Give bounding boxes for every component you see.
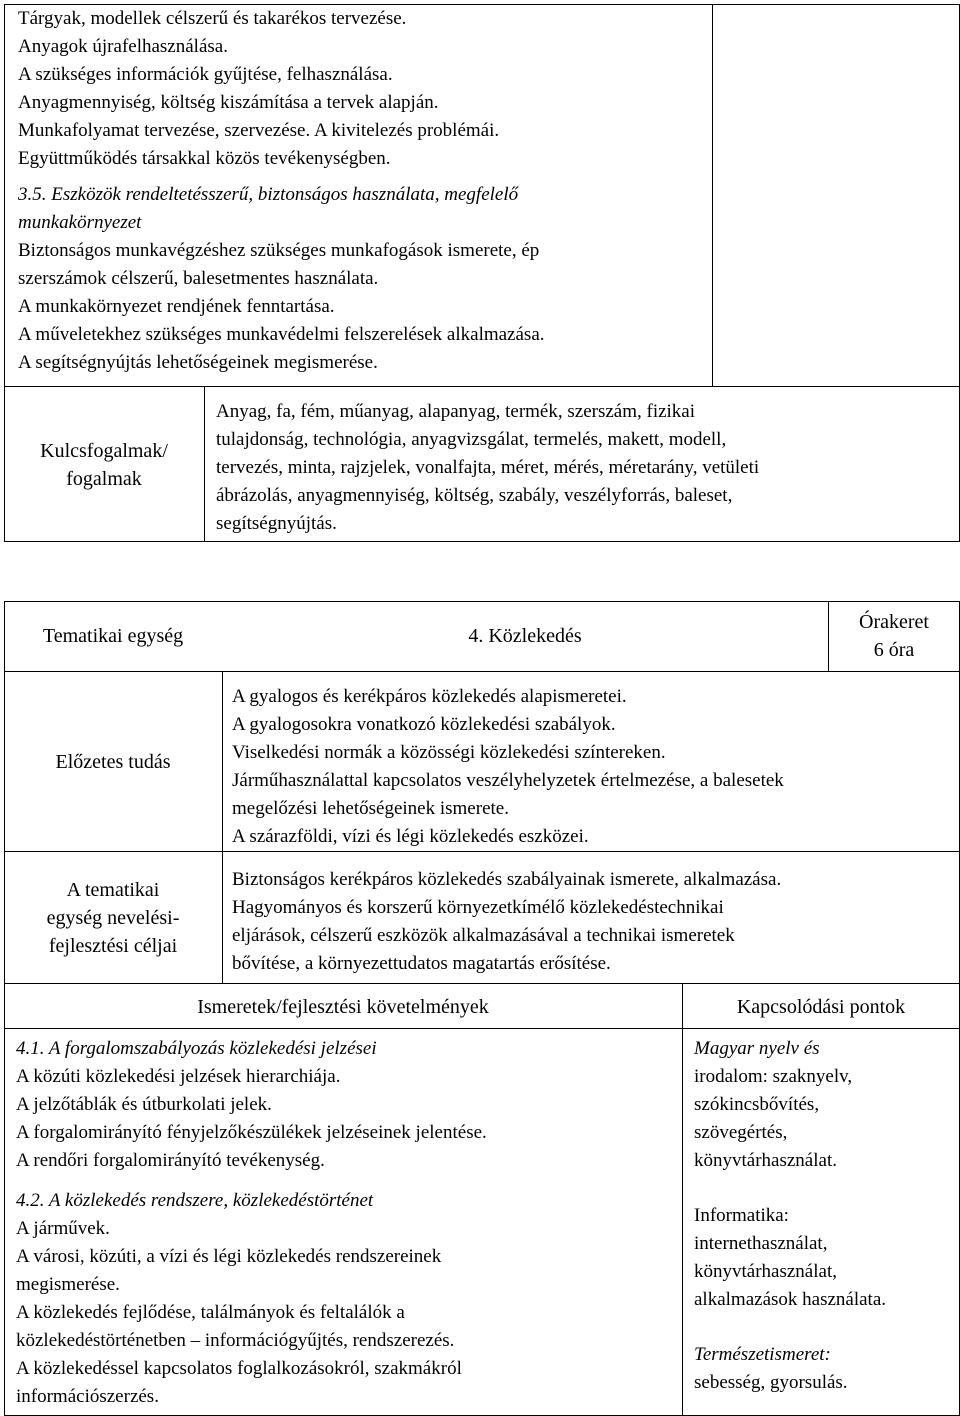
prior-line: A gyalogos és kerékpáros közlekedés alapismeretei.	[232, 686, 627, 707]
goals-line: bővítése, a környezettudatos magatartás erősítése.	[232, 953, 611, 974]
prior-line: Járműhasználattal kapcsolatos veszélyhelyzetek értelmezése, a balesetek	[232, 770, 784, 791]
section-3-5-title-cont: munkakörnyezet	[18, 212, 142, 233]
section-line: A munkakörnyezet rendjének fenntartása.	[18, 296, 335, 317]
hours-value: 6 óra	[873, 639, 915, 661]
req-line: A járművek.	[16, 1218, 110, 1239]
top-content-block	[18, 5, 708, 377]
links-content	[694, 1035, 956, 1397]
prior-line: Viselkedési normák a közösségi közlekedési színtereken.	[232, 742, 666, 763]
section-line: Biztonságos munkavégzéshez szükséges munkafogások ismerete, ép	[18, 240, 540, 261]
goals-line: eljárások, célszerű eszközök alkalmazásával a technikai ismeretek	[232, 925, 735, 946]
keywords-label-line: Kulcsfogalmak/	[40, 440, 168, 462]
label-column-divider	[222, 671, 224, 983]
section-4-2-title: 4.2. A közlekedés rendszere, közlekedéstörténet	[16, 1190, 374, 1211]
keywords-line: tulajdonság, technológia, anyagvizsgálat, termelés, makett, modell,	[216, 429, 727, 450]
link-line: könyvtárhasználat.	[694, 1150, 837, 1171]
goals-line: Hagyományos és korszerű környezetkímélő közlekedéstechnikai	[232, 897, 724, 918]
top-line: Munkafolyamat tervezése, szervezése. A kivitelezés problémái.	[18, 120, 500, 141]
link-line: könyvtárhasználat,	[694, 1261, 837, 1282]
section-line: szerszámok célszerű, balesetmentes használata.	[18, 268, 379, 289]
top-right-column-divider	[712, 4, 714, 386]
keywords-text	[216, 398, 956, 538]
row-separator-4	[4, 1028, 960, 1030]
requirements-content	[16, 1035, 678, 1411]
top-line: Együttműködés társakkal közös tevékenységben.	[18, 148, 391, 169]
prior-line: megelőzési lehetőségeinek ismerete.	[232, 798, 509, 819]
top-line: Anyagok újrafelhasználása.	[18, 36, 228, 57]
req-line: A közlekedés fejlődése, találmányok és feltalálók a	[16, 1302, 405, 1323]
req-line: megismerése.	[16, 1274, 120, 1295]
section-3-5-title: 3.5. Eszközök rendeltetésszerű, biztonságos használata, megfelelő	[18, 184, 519, 205]
goals-label-line: egység nevelési-	[46, 907, 180, 929]
link-line: alkalmazások használata.	[694, 1289, 887, 1310]
keywords-label	[4, 388, 204, 542]
keywords-line: segítségnyújtás.	[216, 513, 337, 534]
goals-label-line: A tematikai	[66, 879, 160, 901]
goals-label	[4, 853, 222, 983]
link-line: szókincsbővítés,	[694, 1094, 820, 1115]
req-line: A közúti közlekedési jelzések hierarchiája.	[16, 1066, 341, 1087]
req-line: A közlekedéssel kapcsolatos foglalkozásokról, szakmákról	[16, 1358, 462, 1379]
prior-line: A szárazföldi, vízi és légi közlekedés eszközei.	[232, 826, 589, 847]
link-line: szövegértés,	[694, 1122, 788, 1143]
req-line: A forgalomirányító fényjelzőkészülékek jelzéseinek jelentése.	[16, 1122, 487, 1143]
req-line: információszerzés.	[16, 1386, 159, 1407]
unit-title: 4. Közlekedés	[468, 625, 582, 647]
link-subject-line	[694, 1063, 956, 1091]
prior-text	[232, 683, 957, 851]
keywords-line: ábrázolás, anyagmennyiség, költség, szabály, veszélyforrás, baleset,	[216, 485, 733, 506]
goals-line: Biztonságos kerékpáros közlekedés szabályainak ismerete, alkalmazása.	[232, 869, 782, 890]
links-column-divider	[682, 983, 684, 1416]
req-line: A jelzőtáblák és útburkolati jelek.	[16, 1094, 272, 1115]
section-4-1-title: 4.1. A forgalomszabályozás közlekedési jelzései	[16, 1038, 377, 1059]
keywords-line: Anyag, fa, fém, műanyag, alapanyag, termék, szerszám, fizikai	[216, 401, 696, 422]
link-line: internethasználat,	[694, 1233, 828, 1254]
keywords-label-line: fogalmak	[66, 468, 142, 490]
unit-label: Tematikai egység	[42, 625, 184, 647]
link-subject-title: Informatika:	[694, 1205, 789, 1226]
top-line: A szükséges információk gyűjtése, felhasználása.	[18, 64, 393, 85]
prior-line: A gyalogosokra vonatkozó közlekedési szabályok.	[232, 714, 616, 735]
link-subject-title-cont: irodalom:	[694, 1066, 768, 1087]
requirements-header: Ismeretek/fejlesztési követelmények	[197, 995, 489, 1018]
req-line: A városi, közúti, a vízi és légi közlekedés rendszereinek	[16, 1246, 442, 1267]
link-subject-title: Természetismeret:	[694, 1344, 831, 1365]
keywords-line: tervezés, minta, rajzjelek, vonalfajta, méret, mérés, méretarány, vetületi	[216, 457, 760, 478]
section-line: A műveletekhez szükséges munkavédelmi felszerelések alkalmazása.	[18, 324, 545, 345]
section-line: A segítségnyújtás lehetőségeinek megismerése.	[18, 352, 378, 373]
hours-label: Órakeret	[859, 611, 929, 633]
hours-box	[828, 601, 960, 671]
req-line: közlekedéstörténetben – információgyűjtés, rendszerezés.	[16, 1330, 455, 1351]
goals-label-line: fejlesztési céljai	[48, 935, 178, 957]
top-line: Tárgyak, modellek célszerű és takarékos tervezése.	[18, 8, 407, 29]
link-subject-title: Magyar nyelv és	[694, 1038, 820, 1059]
prior-label: Előzetes tudás	[55, 751, 171, 773]
link-line: sebesség, gyorsulás.	[694, 1372, 848, 1393]
keywords-divider	[204, 386, 206, 542]
goals-text	[232, 866, 957, 978]
link-line: szaknyelv,	[772, 1066, 853, 1087]
req-line: A rendőri forgalomirányító tevékenység.	[16, 1150, 325, 1171]
top-line: Anyagmennyiség, költség kiszámítása a tervek alapján.	[18, 92, 439, 113]
links-header: Kapcsolódási pontok	[736, 995, 906, 1018]
